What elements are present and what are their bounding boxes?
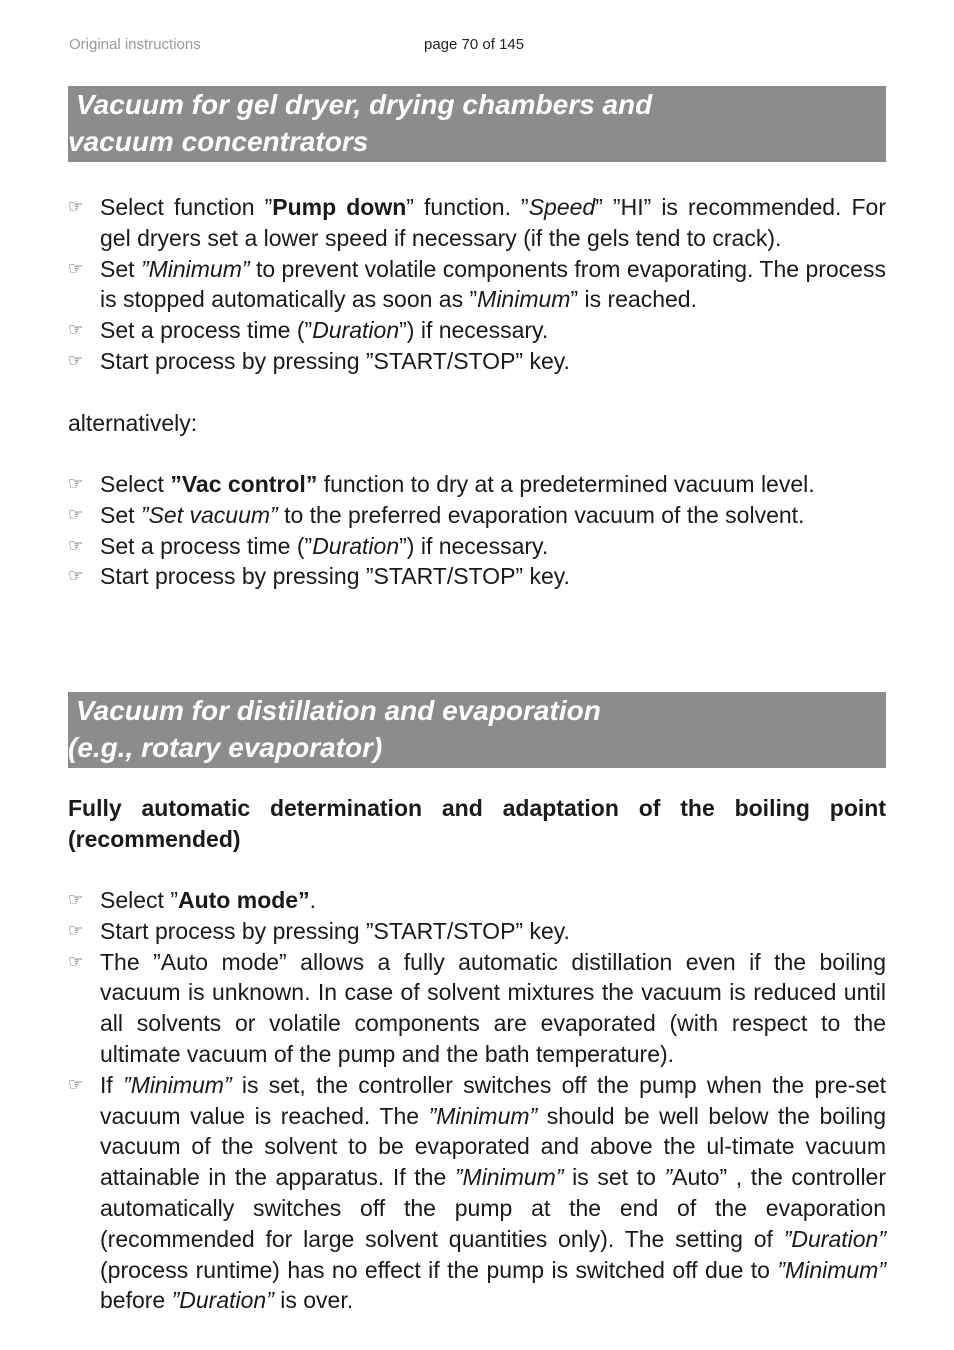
list-item: ☞ Start process by pressing ”START/STOP” key. (68, 346, 886, 377)
alternatively-label: alternatively: (68, 410, 198, 436)
pointing-hand-icon: ☞ (68, 350, 84, 370)
pointing-hand-icon: ☞ (68, 920, 84, 940)
pointing-hand-icon: ☞ (68, 535, 84, 555)
list-item: ☞ The ”Auto mode” allows a fully automatic distillation even if the boiling vacuum is unknown. In case of solvent mixtures the vacuum is reduced until all solvents or volatile components are evaporated (with respect to the ultimate vacuum of the pump and the bath temperature). (68, 948, 886, 1067)
section-title-gel-dryer (68, 86, 886, 162)
list-item: ☞ Select ”Auto mode”. (68, 885, 886, 916)
instruction-list-pump-down (68, 192, 886, 377)
list-item: ☞ If ”Minimum” is set, the controller switches off the pump when the pre-set vacuum value is reached. The ”Minimum” should be well below the boiling vacuum of the solvent to be evaporated and above the ul-timate vacuum attainable in the apparatus. If the ”Minimum” is set to ”Auto” , the controller automatically switches off the pump at the end of the evaporation (recommended for large solvent quantities only). The setting of ”Duration” (process runtime) has no effect if the pump is switched off due to ”Minimum” before ”Duration” is over. (68, 1071, 887, 1314)
pointing-hand-icon: ☞ (68, 1074, 84, 1094)
page-number: page 70 of 145 (424, 36, 525, 53)
section-title-line-2: (e.g., rotary evaporator) (68, 732, 383, 763)
list-item: ☞ Set ”Minimum” to prevent volatile components from evaporating. The process is stopped automatically as soon as ”Minimum” is reached. (68, 255, 886, 313)
pointing-hand-icon: ☞ (68, 504, 84, 524)
section-title-distillation (68, 692, 886, 768)
pointing-hand-icon: ☞ (68, 890, 84, 909)
list-item: ☞ Set ”Set vacuum” to the preferred evaporation vacuum of the solvent. (68, 500, 886, 531)
pointing-hand-icon: ☞ (68, 258, 84, 278)
subheading-auto-mode: Fully automatic determination and adaptation of the boiling point (recommended) (68, 795, 886, 852)
instruction-list-vac-control (68, 469, 886, 592)
list-item: ☞ Set a process time (”Duration”) if necessary. (68, 531, 886, 562)
list-item: ☞ Select ”Vac control” function to dry at a predetermined vacuum level. (68, 469, 886, 500)
instruction-list-auto-mode (68, 885, 886, 1316)
pointing-hand-icon: ☞ (68, 566, 84, 586)
document-label: Original instructions (69, 36, 201, 53)
pointing-hand-icon: ☞ (68, 197, 84, 216)
pointing-hand-icon: ☞ (68, 951, 84, 971)
list-item: ☞ Start process by pressing ”START/STOP” key. (68, 561, 886, 592)
pointing-hand-icon: ☞ (68, 474, 84, 493)
list-item: ☞ Set a process time (”Duration”) if necessary. (68, 315, 886, 346)
list-item: ☞ Start process by pressing ”START/STOP” key. (68, 916, 886, 947)
pointing-hand-icon: ☞ (68, 320, 84, 340)
list-item: ☞ Select function ”Pump down” function. ”Speed” ”HI” is recommended. For gel dryers set a lower speed if necessary (if the gels tend to crack). (68, 194, 886, 251)
section-title-line-1: Vacuum for gel dryer, drying chambers and (76, 89, 653, 120)
section-title-line-1: Vacuum for distillation and evaporation (76, 695, 601, 726)
section-title-line-2: vacuum concentrators (68, 126, 369, 157)
